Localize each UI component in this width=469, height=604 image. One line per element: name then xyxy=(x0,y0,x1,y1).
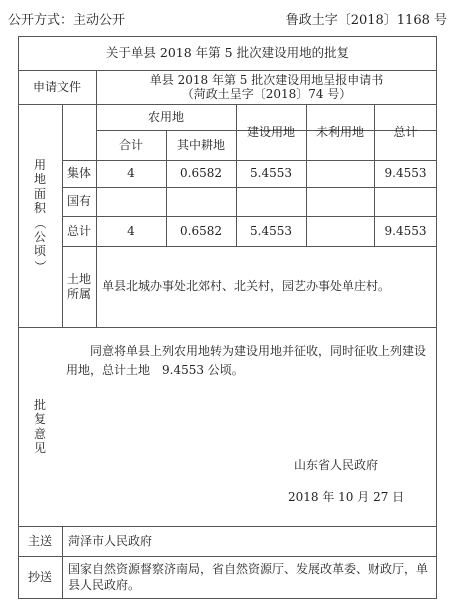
opinion-label-char: 意 xyxy=(33,426,46,441)
area-label-char: 积 xyxy=(33,201,46,216)
application-line-1: 单县 2018 年第 5 批次建设用地呈报申请书 xyxy=(149,72,384,87)
collective-unused xyxy=(306,160,374,187)
header-construction: 建设用地 xyxy=(246,124,295,139)
opinion-signer: 山东省人民政府 xyxy=(294,458,379,472)
header-arable: 其中耕地 xyxy=(176,137,225,152)
state-arable xyxy=(166,187,236,216)
application-line-2: （菏政土呈字〔2018〕74 号） xyxy=(181,87,352,101)
opinion-label-char: 复 xyxy=(33,412,46,427)
area-label xyxy=(18,104,62,327)
area-label-char: 地 xyxy=(33,172,46,187)
approval-table xyxy=(18,36,437,599)
opinion-label-char: 批 xyxy=(33,397,46,412)
collective-total: 9.4553 xyxy=(384,166,427,181)
state-subtotal xyxy=(96,187,166,216)
area-label-char: 用 xyxy=(33,157,46,172)
total-arable: 0.6582 xyxy=(180,223,222,238)
collective-subtotal: 4 xyxy=(127,166,135,181)
total-subtotal: 4 xyxy=(127,223,135,238)
opinion-label-char: 见 xyxy=(33,440,46,455)
header-unused: 未利用地 xyxy=(315,124,364,139)
area-label-char: 面 xyxy=(33,186,46,201)
area-label-char: ） xyxy=(33,259,48,272)
table-divider xyxy=(62,526,63,599)
area-label-char: 公 xyxy=(33,229,46,244)
application-label: 申请文件 xyxy=(32,79,81,94)
state-total xyxy=(374,187,437,216)
ownership-value: 单县北城办事处北郊村、北关村，园艺办事处单庄村。 xyxy=(102,279,391,294)
cc-label: 抄送 xyxy=(27,569,52,584)
row-label-total: 总计 xyxy=(66,223,91,238)
state-construction xyxy=(236,187,306,216)
area-label-char: 顷 xyxy=(33,244,46,259)
disclosure-method: 公开方式：主动公开 xyxy=(8,13,126,28)
total-unused xyxy=(306,216,374,246)
main-send-label: 主送 xyxy=(27,533,52,548)
table-title: 关于单县 2018 年第 5 批次建设用地的批复 xyxy=(105,44,350,60)
cc-value: 国家自然资源督察济南局，省自然资源厅、发展改革委、财政厅，单县人民政府。 xyxy=(68,561,429,592)
ownership-label-line-1: 土地 xyxy=(66,272,91,287)
ownership-label-line-2: 所属 xyxy=(66,286,91,301)
main-send-value: 菏泽市人民政府 xyxy=(68,533,153,548)
state-unused xyxy=(306,187,374,216)
opinion-label xyxy=(18,327,62,526)
total-total: 9.4553 xyxy=(384,223,427,238)
total-construction: 5.4553 xyxy=(250,223,292,238)
row-label-state: 国有 xyxy=(66,194,91,209)
application-value xyxy=(96,70,437,104)
header-total: 总计 xyxy=(393,124,418,139)
table-border-bottom xyxy=(18,598,437,599)
row-label-collective: 集体 xyxy=(66,166,91,181)
document-number: 鲁政土字〔2018〕1168 号 xyxy=(285,13,447,28)
header-subtotal: 合计 xyxy=(118,137,143,152)
area-label-char: （ xyxy=(33,216,48,229)
collective-arable: 0.6582 xyxy=(180,166,222,181)
ownership-label xyxy=(62,246,96,327)
opinion-date: 2018 年 10 月 27 日 xyxy=(288,490,405,504)
header-farmland: 农用地 xyxy=(147,109,184,124)
collective-construction: 5.4553 xyxy=(250,166,292,181)
opinion-text: 同意将单县上列农用地转为建设用地并征收，同时征收上列建设用地，总计土地 9.4553 公顷。 xyxy=(66,344,427,378)
table-divider xyxy=(18,327,437,328)
